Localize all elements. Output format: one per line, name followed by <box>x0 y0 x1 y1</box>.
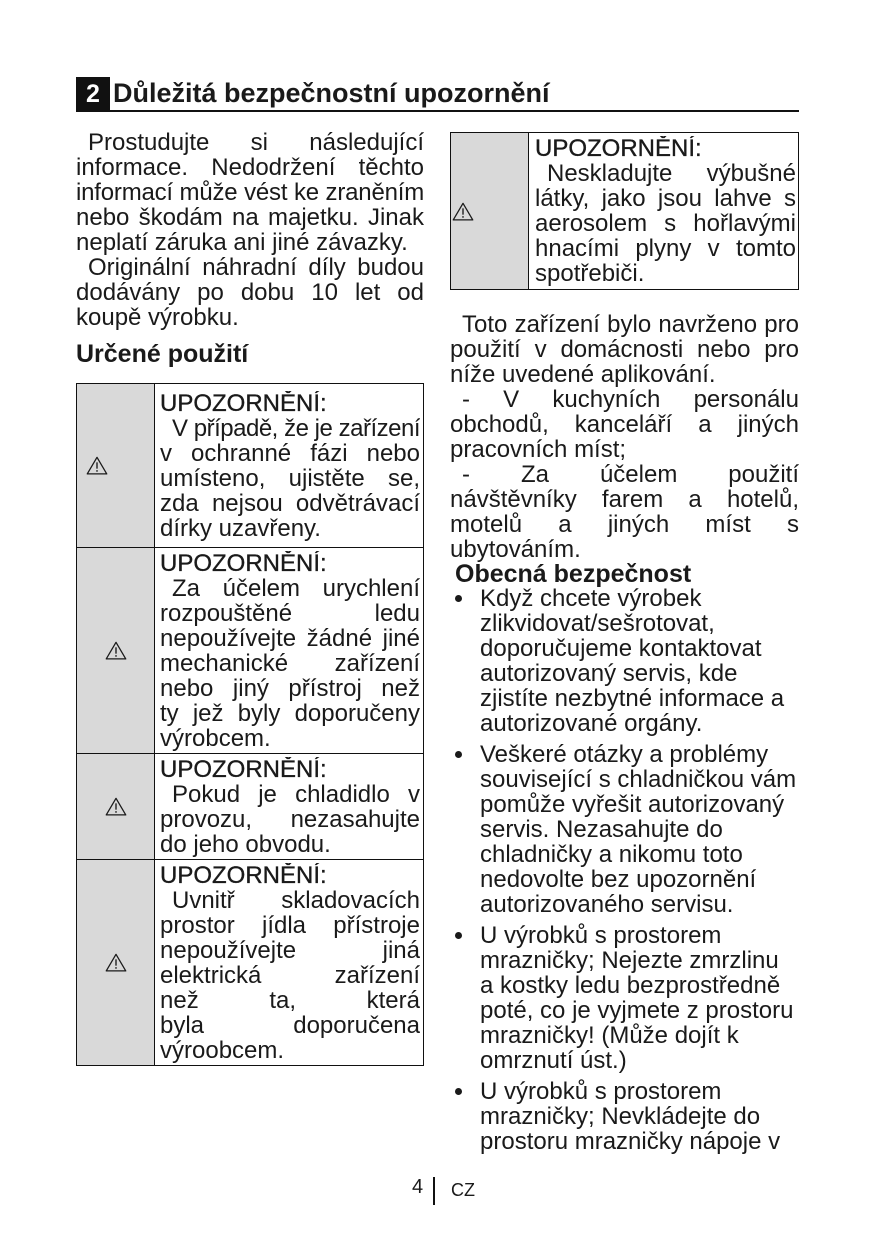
paragraph <box>450 387 799 462</box>
bullet-point-icon <box>455 932 462 939</box>
safety-bullet-list <box>450 586 799 1160</box>
bullet-item <box>450 1079 799 1154</box>
warning-paragraph <box>160 782 420 857</box>
text-line: nepoužívejte jiná <box>160 937 420 963</box>
bullet-text <box>480 1079 799 1154</box>
text-line: nebo škodám na majetku. Jinak <box>76 205 424 230</box>
warning-paragraph <box>160 576 420 751</box>
text-line: dodávány po dobu 10 let od <box>76 280 424 305</box>
warning-icon-cell <box>77 754 155 859</box>
text-line: - Za účelem použití <box>462 462 799 487</box>
text-line: Toto zařízení bylo navrženo pro <box>462 312 799 337</box>
text-line: autorizovaného servisu. <box>480 892 734 917</box>
text-line: - V kuchyních personálu <box>462 387 799 412</box>
warning-label: UPOZORNĚNÍ: <box>160 862 327 888</box>
text-line: výroobcem. <box>160 1037 285 1063</box>
warning-text-cell <box>155 548 423 753</box>
page-number: 4 <box>412 1176 424 1198</box>
text-line: U výrobků s prostorem <box>480 923 722 948</box>
warning-triangle-icon <box>86 456 108 475</box>
text-line: chladničky a nikomu toto <box>480 842 743 867</box>
bullet-point-icon <box>455 1088 462 1095</box>
text-line: mechanické zařízení <box>160 650 420 676</box>
text-line: a kostky ledu bezprostředně <box>480 973 781 998</box>
warning-triangle-icon <box>105 797 127 816</box>
text-line: než ta, která <box>160 987 420 1013</box>
warning-label: UPOZORNĚNÍ: <box>160 756 327 782</box>
warning-text-cell <box>529 133 798 289</box>
text-line: rozpouštěné ledu <box>160 600 420 626</box>
text-line: ubytováním. <box>450 537 581 562</box>
text-line: mrazničky; Nejezte zmrzlinu <box>480 948 779 973</box>
bullet-text <box>480 923 799 1073</box>
warning-paragraph <box>535 161 796 286</box>
text-line: dírky uzavřeny. <box>160 515 321 541</box>
text-line: informace. Nedodržení těchto <box>76 155 424 180</box>
paragraph <box>450 312 799 387</box>
text-line: pomůže vyřešit autorizovaný <box>480 792 785 817</box>
warning-triangle-icon <box>105 953 127 972</box>
bullet-point-icon <box>455 595 462 602</box>
warning-label: UPOZORNĚNÍ: <box>535 136 702 161</box>
text-line: návštěvníky farem a hotelů, <box>450 487 799 512</box>
warning-body <box>160 782 420 857</box>
text-line: omrznutí úst.) <box>480 1048 627 1073</box>
text-line: mrazničky; Nevkládejte do <box>480 1104 761 1129</box>
intro-text <box>76 130 424 330</box>
language-code: CZ <box>451 1180 475 1200</box>
warning-text-cell <box>155 384 423 547</box>
usage-text <box>450 312 799 562</box>
warning-body <box>535 161 796 286</box>
text-line: autorizované orgány. <box>480 711 703 736</box>
header-rule <box>76 110 799 112</box>
text-line: aerosolem s hořlavými <box>535 211 796 236</box>
warning-label: UPOZORNĚNÍ: <box>160 390 327 416</box>
text-line: obchodů, kanceláří a jiných <box>450 412 799 437</box>
paragraph <box>76 255 424 330</box>
text-line: Uvnitř skladovacích <box>172 887 420 913</box>
text-line: nedovolte bez upozornění <box>480 867 757 892</box>
text-line: poté, co je vyjmete z prostoru <box>480 998 794 1023</box>
text-line: byla doporučena <box>160 1012 420 1038</box>
text-line: hnacími plyny v tomto <box>535 236 796 261</box>
bullet-item <box>450 923 799 1073</box>
warning-row <box>77 547 423 753</box>
bullet-item <box>450 742 799 917</box>
warning-row <box>77 384 423 547</box>
bullet-item <box>450 586 799 736</box>
text-line: Za účelem urychlení <box>172 575 420 601</box>
text-line: U výrobků s prostorem <box>480 1079 722 1104</box>
text-line: zda nejsou odvětrávací <box>160 490 420 516</box>
bullet-text <box>480 742 799 917</box>
footer-divider <box>433 1177 435 1205</box>
warning-body <box>160 576 420 751</box>
text-line: koupě výrobku. <box>76 305 239 330</box>
text-line: servis. Nezasahujte do <box>480 817 723 842</box>
warning-table <box>76 383 424 1066</box>
warning-label: UPOZORNĚNÍ: <box>160 550 327 576</box>
text-line: autorizovaný servis, kde <box>480 661 738 686</box>
bullet-point-icon <box>455 751 462 758</box>
bullet-text <box>480 586 799 736</box>
text-line: provozu, nezasahujte <box>160 806 420 832</box>
intended-use-heading: Určené použití <box>76 340 249 368</box>
warning-triangle-icon <box>452 202 474 221</box>
text-line: doporučujeme kontaktovat <box>480 636 762 661</box>
text-line: ty jež byly doporučeny <box>160 700 420 726</box>
text-line: látky, jako jsou lahve s <box>535 186 796 211</box>
storage-warning-box <box>450 132 799 290</box>
text-line: prostoru mrazničky nápoje v <box>480 1129 781 1154</box>
warning-text-cell <box>155 754 423 859</box>
text-line: Když chcete výrobek <box>480 586 702 611</box>
text-line: níže uvedené aplikování. <box>450 362 716 387</box>
text-line: použití v domácnosti nebo pro <box>450 337 799 362</box>
text-line: informací může vést ke zraněním <box>76 180 424 205</box>
text-line: motelů a jiných míst s <box>450 512 799 537</box>
text-line: prostor jídla přístroje <box>160 912 420 938</box>
text-line: nebo jiný přístroj než <box>160 675 420 701</box>
text-line: v ochranné fázi nebo <box>160 440 420 466</box>
text-line: zjistíte nezbytné informace a <box>480 686 785 711</box>
text-line: Originální náhradní díly budou <box>88 255 424 280</box>
text-line: Veškeré otázky a problémy <box>480 742 769 767</box>
text-line: V případě, že je zařízení <box>172 415 420 441</box>
warning-body <box>160 888 420 1063</box>
text-line: elektrická zařízení <box>160 962 420 988</box>
text-line: Pokud je chladidlo v <box>172 781 420 807</box>
warning-icon-cell <box>77 548 155 753</box>
warning-row <box>77 753 423 859</box>
warning-triangle-icon <box>105 641 127 660</box>
warning-icon-cell <box>77 860 155 1065</box>
section-number-badge: 2 <box>76 77 110 111</box>
paragraph <box>450 462 799 562</box>
warning-icon-cell <box>451 133 529 289</box>
text-line: výrobcem. <box>160 725 271 751</box>
text-line: do jeho obvodu. <box>160 831 331 857</box>
warning-row <box>77 859 423 1065</box>
section-title: Důležitá bezpečnostní upozornění <box>113 78 550 108</box>
warning-body <box>160 416 420 541</box>
text-line: Prostudujte si následující <box>88 130 424 155</box>
text-line: související s chladničkou vám <box>480 767 797 792</box>
text-line: Neskladujte výbušné <box>547 161 796 186</box>
warning-icon-cell <box>77 384 155 547</box>
text-line: pracovních míst; <box>450 437 627 462</box>
text-line: zlikvidovat/sešrotovat, <box>480 611 715 636</box>
warning-paragraph <box>160 416 420 541</box>
general-safety-heading: Obecná bezpečnost <box>455 560 692 588</box>
warning-paragraph <box>160 888 420 1063</box>
text-line: spotřebiči. <box>535 261 645 286</box>
paragraph <box>76 130 424 255</box>
text-line: nepoužívejte žádné jiné <box>160 625 420 651</box>
text-line: neplatí záruka ani jiné závazky. <box>76 230 408 255</box>
text-line: umísteno, ujistěte se, <box>160 465 420 491</box>
warning-text-cell <box>155 860 423 1065</box>
text-line: mrazničky! (Může dojít k <box>480 1023 739 1048</box>
